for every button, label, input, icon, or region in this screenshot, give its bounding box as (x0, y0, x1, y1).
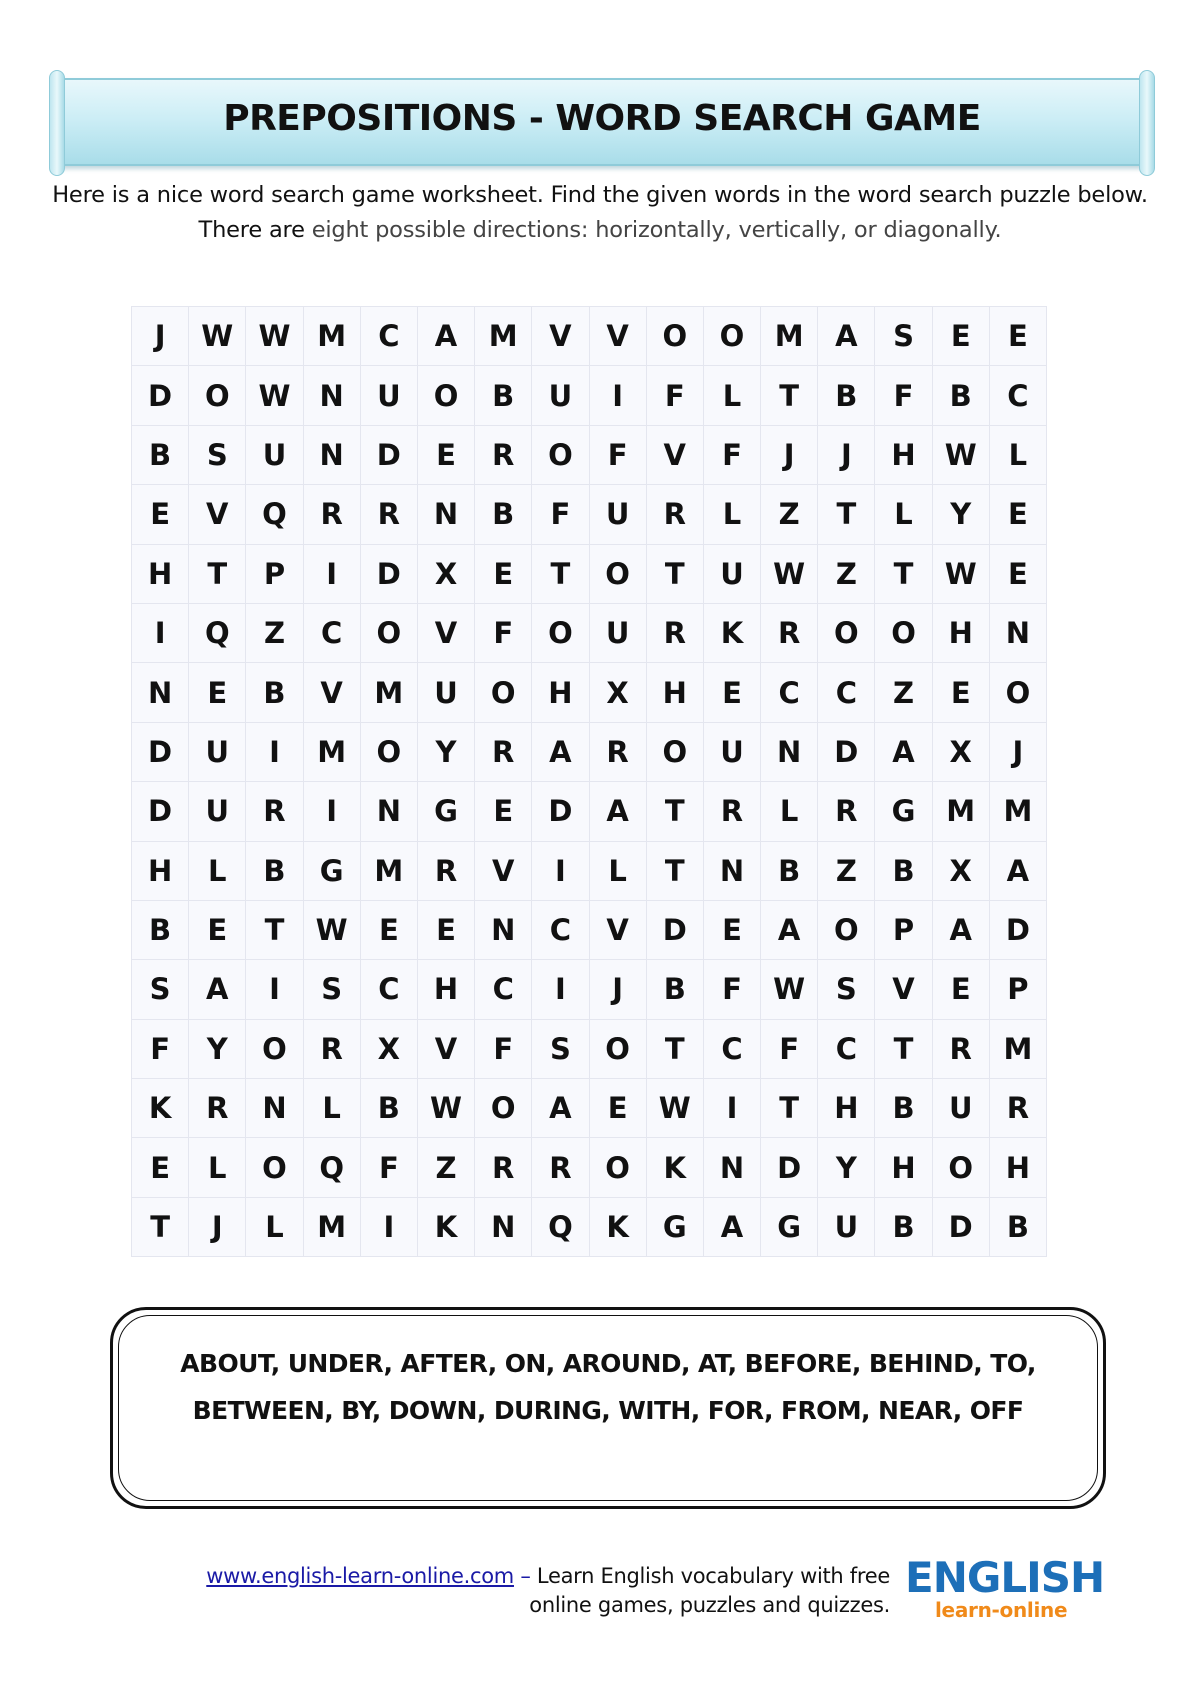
grid-cell[interactable]: O (417, 366, 474, 425)
logo-sub-text: learn-online (935, 1598, 1068, 1622)
grid-cell[interactable]: N (703, 1138, 760, 1197)
grid-cell[interactable]: U (246, 425, 303, 484)
grid-cell[interactable]: F (532, 485, 589, 544)
grid-cell[interactable]: I (303, 544, 360, 603)
grid-cell[interactable]: R (589, 722, 646, 781)
grid-cell[interactable]: I (246, 960, 303, 1019)
grid-cell[interactable]: K (417, 1197, 474, 1256)
grid-row (132, 603, 1047, 662)
grid-cell[interactable]: F (875, 366, 932, 425)
grid-cell[interactable]: U (532, 366, 589, 425)
grid-cell[interactable]: H (875, 425, 932, 484)
grid-cell[interactable]: E (475, 544, 532, 603)
grid-cell[interactable]: A (532, 1079, 589, 1138)
instructions-main: Here is a nice word search game worksheet. Find the given words in the word search puzzle below. There are (52, 182, 1148, 243)
footer-tagline-1: Learn English vocabulary with free (536, 1564, 890, 1588)
grid-cell[interactable]: W (189, 307, 246, 366)
grid-cell[interactable]: T (761, 1079, 818, 1138)
grid-cell[interactable]: L (303, 1079, 360, 1138)
grid-row (132, 841, 1047, 900)
grid-row (132, 366, 1047, 425)
grid-cell[interactable]: A (818, 307, 875, 366)
title-banner (55, 78, 1149, 166)
grid-cell[interactable]: W (646, 1079, 703, 1138)
grid-cell[interactable]: Q (303, 1138, 360, 1197)
grid-cell[interactable]: C (818, 1019, 875, 1078)
grid-cell[interactable]: O (589, 544, 646, 603)
grid-cell[interactable]: D (360, 425, 417, 484)
grid-cell[interactable]: L (875, 485, 932, 544)
grid-cell[interactable]: B (875, 841, 932, 900)
grid-row (132, 722, 1047, 781)
grid-cell[interactable]: E (932, 307, 989, 366)
grid-cell[interactable]: M (989, 782, 1046, 841)
grid-cell[interactable]: T (132, 1197, 189, 1256)
grid-cell[interactable]: H (875, 1138, 932, 1197)
grid-cell[interactable]: L (989, 425, 1046, 484)
grid-cell[interactable]: I (703, 1079, 760, 1138)
grid-cell[interactable]: U (589, 485, 646, 544)
grid-cell[interactable]: D (132, 366, 189, 425)
grid-cell[interactable]: E (132, 485, 189, 544)
grid-cell[interactable]: E (932, 960, 989, 1019)
grid-cell[interactable]: I (303, 782, 360, 841)
grid-cell[interactable]: M (303, 1197, 360, 1256)
grid-cell[interactable]: E (189, 900, 246, 959)
grid-cell[interactable]: B (932, 366, 989, 425)
grid-cell[interactable]: O (532, 603, 589, 662)
grid-cell[interactable]: Z (818, 544, 875, 603)
grid-cell[interactable]: E (417, 900, 474, 959)
grid-cell[interactable]: R (417, 841, 474, 900)
grid-cell[interactable]: K (132, 1079, 189, 1138)
grid-cell[interactable]: B (132, 425, 189, 484)
grid-cell[interactable]: S (532, 1019, 589, 1078)
grid-cell[interactable]: Q (532, 1197, 589, 1256)
grid-cell[interactable]: T (532, 544, 589, 603)
grid-cell[interactable]: W (246, 366, 303, 425)
grid-cell[interactable]: L (189, 1138, 246, 1197)
grid-cell[interactable]: G (761, 1197, 818, 1256)
grid-cell[interactable]: E (703, 663, 760, 722)
grid-cell[interactable]: V (589, 900, 646, 959)
grid-cell[interactable]: H (818, 1079, 875, 1138)
grid-cell[interactable]: R (646, 485, 703, 544)
word-list-box (110, 1307, 1106, 1509)
grid-cell[interactable]: C (360, 960, 417, 1019)
page-title: PREPOSITIONS - WORD SEARCH GAME (223, 98, 981, 139)
grid-cell[interactable]: E (475, 782, 532, 841)
grid-cell[interactable]: J (589, 960, 646, 1019)
grid-cell[interactable]: C (703, 1019, 760, 1078)
grid-row (132, 1019, 1047, 1078)
grid-cell[interactable]: J (818, 425, 875, 484)
grid-cell[interactable]: M (303, 307, 360, 366)
grid-cell[interactable]: U (703, 544, 760, 603)
grid-row (132, 425, 1047, 484)
grid-cell[interactable]: F (360, 1138, 417, 1197)
grid-cell[interactable]: E (989, 307, 1046, 366)
grid-cell[interactable]: L (703, 366, 760, 425)
grid-cell[interactable]: R (932, 1019, 989, 1078)
grid-cell[interactable]: H (132, 544, 189, 603)
grid-cell[interactable]: I (589, 366, 646, 425)
grid-cell[interactable]: K (646, 1138, 703, 1197)
grid-cell[interactable]: V (417, 603, 474, 662)
grid-cell[interactable]: B (360, 1079, 417, 1138)
grid-cell[interactable]: D (532, 782, 589, 841)
grid-cell[interactable]: B (761, 841, 818, 900)
grid-cell[interactable]: N (475, 900, 532, 959)
grid-cell[interactable]: O (589, 1019, 646, 1078)
grid-row (132, 485, 1047, 544)
grid-cell[interactable]: O (703, 307, 760, 366)
grid-cell[interactable]: Z (417, 1138, 474, 1197)
grid-cell[interactable]: M (932, 782, 989, 841)
grid-cell[interactable]: S (818, 960, 875, 1019)
grid-row (132, 900, 1047, 959)
grid-cell[interactable]: Y (818, 1138, 875, 1197)
site-link[interactable]: www.english-learn-online.com (206, 1564, 514, 1588)
grid-cell[interactable]: A (189, 960, 246, 1019)
grid-cell[interactable]: O (989, 663, 1046, 722)
grid-cell[interactable]: C (303, 603, 360, 662)
grid-cell[interactable]: M (989, 1019, 1046, 1078)
grid-cell[interactable]: W (932, 425, 989, 484)
grid-cell[interactable]: R (475, 1138, 532, 1197)
footer-text (90, 1562, 890, 1620)
grid-cell[interactable]: U (703, 722, 760, 781)
grid-cell[interactable]: L (189, 841, 246, 900)
grid-cell[interactable]: B (246, 663, 303, 722)
grid-cell[interactable]: O (475, 663, 532, 722)
grid-cell[interactable]: F (589, 425, 646, 484)
grid-cell[interactable]: T (761, 366, 818, 425)
grid-cell[interactable]: B (246, 841, 303, 900)
grid-cell[interactable]: A (532, 722, 589, 781)
grid-cell[interactable]: M (761, 307, 818, 366)
grid-cell[interactable]: O (646, 307, 703, 366)
grid-cell[interactable]: W (246, 307, 303, 366)
grid-cell[interactable]: E (417, 425, 474, 484)
grid-cell[interactable]: B (989, 1197, 1046, 1256)
grid-cell[interactable]: O (818, 603, 875, 662)
grid-cell[interactable]: W (303, 900, 360, 959)
grid-cell[interactable]: B (132, 900, 189, 959)
grid-cell[interactable]: D (360, 544, 417, 603)
grid-cell[interactable]: M (303, 722, 360, 781)
grid-cell[interactable]: N (761, 722, 818, 781)
grid-cell[interactable]: U (189, 722, 246, 781)
grid-cell[interactable]: R (303, 1019, 360, 1078)
grid-cell[interactable]: E (360, 900, 417, 959)
grid-cell[interactable]: V (532, 307, 589, 366)
grid-cell[interactable]: F (646, 366, 703, 425)
grid-cell[interactable]: H (932, 603, 989, 662)
grid-cell[interactable]: D (932, 1197, 989, 1256)
grid-cell[interactable]: M (475, 307, 532, 366)
grid-cell[interactable]: V (646, 425, 703, 484)
grid-row (132, 1138, 1047, 1197)
grid-cell[interactable]: I (532, 960, 589, 1019)
grid-cell[interactable]: Q (189, 603, 246, 662)
grid-cell[interactable]: O (646, 722, 703, 781)
grid-cell[interactable]: A (875, 722, 932, 781)
grid-cell[interactable]: T (646, 544, 703, 603)
grid-cell[interactable]: T (646, 841, 703, 900)
grid-cell[interactable]: O (475, 1079, 532, 1138)
grid-cell[interactable]: L (703, 485, 760, 544)
grid-cell[interactable]: V (303, 663, 360, 722)
grid-cell[interactable]: G (303, 841, 360, 900)
word-list-line-2: BETWEEN, BY, DOWN, DURING, WITH, FOR, FROM, NEAR, OFF (192, 1396, 1024, 1425)
grid-cell[interactable]: C (989, 366, 1046, 425)
grid-cell[interactable]: C (532, 900, 589, 959)
word-list-line-1: ABOUT, UNDER, AFTER, ON, AROUND, AT, BEFORE, BEHIND, TO, (180, 1349, 1036, 1378)
grid-cell[interactable]: A (589, 782, 646, 841)
grid-cell[interactable]: E (132, 1138, 189, 1197)
grid-cell[interactable]: E (189, 663, 246, 722)
grid-cell[interactable]: V (189, 485, 246, 544)
grid-cell[interactable]: D (818, 722, 875, 781)
grid-cell[interactable]: W (761, 544, 818, 603)
grid-cell[interactable]: B (475, 485, 532, 544)
grid-cell[interactable]: O (932, 1138, 989, 1197)
grid-cell[interactable]: S (189, 425, 246, 484)
grid-cell[interactable]: F (703, 425, 760, 484)
grid-cell[interactable]: L (589, 841, 646, 900)
grid-cell[interactable]: E (932, 663, 989, 722)
footer-tagline-2: online games, puzzles and quizzes. (529, 1593, 890, 1617)
grid-cell[interactable]: N (989, 603, 1046, 662)
grid-cell[interactable]: O (532, 425, 589, 484)
grid-cell[interactable]: D (646, 900, 703, 959)
grid-cell[interactable]: O (360, 722, 417, 781)
grid-cell[interactable]: N (703, 841, 760, 900)
grid-cell[interactable]: X (932, 841, 989, 900)
grid-cell[interactable]: N (417, 485, 474, 544)
english-learn-online-logo (905, 1553, 1105, 1626)
grid-cell[interactable]: C (360, 307, 417, 366)
grid-cell[interactable]: T (875, 1019, 932, 1078)
grid-cell[interactable]: I (132, 603, 189, 662)
grid-cell[interactable]: E (589, 1079, 646, 1138)
grid-cell[interactable]: R (646, 603, 703, 662)
instructions-directions: eight possible directions: horizontally, vertically, or diagonally. (311, 217, 1002, 243)
grid-cell[interactable]: Y (417, 722, 474, 781)
grid-cell[interactable]: R (761, 603, 818, 662)
grid-cell[interactable]: R (360, 485, 417, 544)
footer-dash: – (513, 1564, 537, 1588)
grid-cell[interactable]: S (875, 307, 932, 366)
grid-row (132, 960, 1047, 1019)
grid-cell[interactable]: V (417, 1019, 474, 1078)
grid-cell[interactable]: G (875, 782, 932, 841)
grid-row (132, 782, 1047, 841)
grid-cell[interactable]: N (360, 782, 417, 841)
grid-cell[interactable]: O (246, 1138, 303, 1197)
grid-cell[interactable]: B (875, 1079, 932, 1138)
grid-row (132, 1079, 1047, 1138)
grid-cell[interactable]: D (132, 722, 189, 781)
grid-cell[interactable]: T (246, 900, 303, 959)
grid-cell[interactable]: N (303, 425, 360, 484)
grid-cell[interactable]: L (246, 1197, 303, 1256)
grid-row (132, 1197, 1047, 1256)
grid-cell[interactable]: E (989, 485, 1046, 544)
grid-cell[interactable]: R (475, 425, 532, 484)
grid-cell[interactable]: T (189, 544, 246, 603)
grid-cell[interactable]: U (189, 782, 246, 841)
grid-cell[interactable]: A (932, 900, 989, 959)
grid-row (132, 544, 1047, 603)
grid-cell[interactable]: D (989, 900, 1046, 959)
grid-cell[interactable]: J (761, 425, 818, 484)
grid-cell[interactable]: O (818, 900, 875, 959)
grid-cell[interactable]: M (360, 663, 417, 722)
instructions (40, 178, 1160, 248)
grid-cell[interactable]: K (589, 1197, 646, 1256)
grid-cell[interactable]: T (818, 485, 875, 544)
grid-cell[interactable]: W (417, 1079, 474, 1138)
grid-cell[interactable]: Z (818, 841, 875, 900)
grid-cell[interactable]: H (989, 1138, 1046, 1197)
grid-cell[interactable]: Y (932, 485, 989, 544)
grid-cell[interactable]: X (360, 1019, 417, 1078)
grid-cell[interactable]: H (532, 663, 589, 722)
grid-cell[interactable]: D (761, 1138, 818, 1197)
grid-cell[interactable]: F (475, 1019, 532, 1078)
grid-cell[interactable]: Z (875, 663, 932, 722)
grid-cell[interactable]: T (875, 544, 932, 603)
grid-cell[interactable]: N (132, 663, 189, 722)
grid-cell[interactable]: G (646, 1197, 703, 1256)
grid-cell[interactable]: F (761, 1019, 818, 1078)
grid-cell[interactable]: Y (189, 1019, 246, 1078)
grid-cell[interactable]: U (417, 663, 474, 722)
grid-cell[interactable]: P (875, 900, 932, 959)
grid-cell[interactable]: Z (761, 485, 818, 544)
grid-cell[interactable]: R (246, 782, 303, 841)
grid-cell[interactable]: P (989, 960, 1046, 1019)
grid-cell[interactable]: U (589, 603, 646, 662)
grid-cell[interactable]: R (303, 485, 360, 544)
grid-cell[interactable]: J (989, 722, 1046, 781)
grid-cell[interactable]: U (932, 1079, 989, 1138)
grid-cell[interactable]: V (589, 307, 646, 366)
grid-cell[interactable]: B (646, 960, 703, 1019)
grid-cell[interactable]: U (818, 1197, 875, 1256)
grid-cell[interactable]: H (646, 663, 703, 722)
grid-cell[interactable]: E (989, 544, 1046, 603)
word-list (133, 1340, 1083, 1434)
grid-cell[interactable]: V (475, 841, 532, 900)
grid-cell[interactable]: O (360, 603, 417, 662)
grid-cell[interactable]: X (417, 544, 474, 603)
grid-cell[interactable]: G (417, 782, 474, 841)
logo-main-text: ENGLISH (905, 1553, 1105, 1602)
grid-cell[interactable]: W (761, 960, 818, 1019)
grid-cell[interactable]: T (646, 1019, 703, 1078)
grid-cell[interactable]: C (818, 663, 875, 722)
grid-cell[interactable]: A (761, 900, 818, 959)
grid-cell[interactable]: S (303, 960, 360, 1019)
grid-cell[interactable]: I (360, 1197, 417, 1256)
grid-cell[interactable]: Q (246, 485, 303, 544)
grid-cell[interactable]: X (589, 663, 646, 722)
grid-cell[interactable]: O (246, 1019, 303, 1078)
grid-cell[interactable]: B (475, 366, 532, 425)
grid-cell[interactable]: F (703, 960, 760, 1019)
grid-cell[interactable]: C (475, 960, 532, 1019)
grid-cell[interactable]: A (989, 841, 1046, 900)
grid-cell[interactable]: F (475, 603, 532, 662)
grid-cell[interactable]: R (818, 782, 875, 841)
grid-cell[interactable]: A (417, 307, 474, 366)
grid-cell[interactable]: H (132, 841, 189, 900)
grid-cell[interactable]: R (532, 1138, 589, 1197)
grid-cell[interactable]: S (132, 960, 189, 1019)
grid-cell[interactable]: J (189, 1197, 246, 1256)
grid-cell[interactable]: B (875, 1197, 932, 1256)
grid-cell[interactable]: V (875, 960, 932, 1019)
grid-cell[interactable]: C (761, 663, 818, 722)
word-search-grid (131, 306, 1047, 1257)
grid-row (132, 307, 1047, 366)
grid-cell[interactable]: I (246, 722, 303, 781)
grid-cell[interactable]: X (932, 722, 989, 781)
grid-cell[interactable]: H (417, 960, 474, 1019)
grid-cell[interactable]: N (246, 1079, 303, 1138)
grid-cell[interactable]: U (360, 366, 417, 425)
grid-cell[interactable]: N (475, 1197, 532, 1256)
grid-cell[interactable]: R (475, 722, 532, 781)
grid-cell[interactable]: O (189, 366, 246, 425)
grid-cell[interactable]: F (132, 1019, 189, 1078)
grid-cell[interactable]: T (646, 782, 703, 841)
grid-cell[interactable]: O (875, 603, 932, 662)
grid-cell[interactable]: J (132, 307, 189, 366)
grid-cell[interactable]: D (132, 782, 189, 841)
grid-cell[interactable]: L (761, 782, 818, 841)
grid-cell[interactable]: I (532, 841, 589, 900)
grid-cell[interactable]: B (818, 366, 875, 425)
grid-cell[interactable]: R (703, 782, 760, 841)
grid-cell[interactable]: E (703, 900, 760, 959)
grid-cell[interactable]: R (189, 1079, 246, 1138)
grid-cell[interactable]: A (703, 1197, 760, 1256)
grid-cell[interactable]: Z (246, 603, 303, 662)
grid-cell[interactable]: O (589, 1138, 646, 1197)
grid-cell[interactable]: W (932, 544, 989, 603)
grid-row (132, 663, 1047, 722)
grid-cell[interactable]: K (703, 603, 760, 662)
grid-cell[interactable]: P (246, 544, 303, 603)
grid-cell[interactable]: M (360, 841, 417, 900)
grid-cell[interactable]: R (989, 1079, 1046, 1138)
grid-cell[interactable]: N (303, 366, 360, 425)
